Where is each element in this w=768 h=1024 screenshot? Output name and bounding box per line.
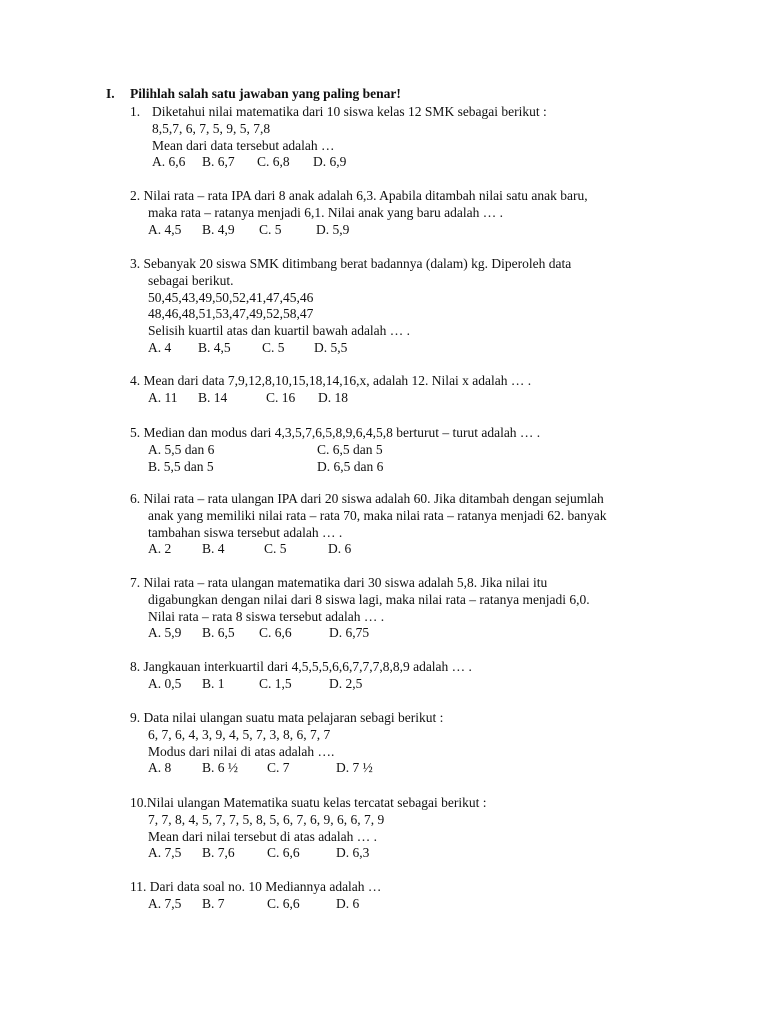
choice-b[interactable]: B. 4,5 [198,339,231,355]
choice-d[interactable]: D. 5,9 [316,221,350,237]
question-text: Diketahui nilai matematika dari 10 siswa kelas 12 SMK sebagai berikut : [152,104,547,119]
question-line: 6, 7, 6, 4, 3, 9, 4, 5, 7, 3, 8, 6, 7, 7 [148,726,331,742]
answer-choices [130,676,690,693]
choice-a[interactable]: A. 7,5 [148,845,182,861]
question-number: 9. [130,710,141,725]
choice-a[interactable]: A. 2 [148,541,172,557]
choice-b[interactable]: B. 7 [202,895,225,911]
question-text: Nilai rata – rata IPA dari 8 anak adalah 6,3. Apabila ditambah nilai satu anak baru, [143,188,588,203]
question-number: 4. [130,373,141,388]
question-10 [130,795,690,862]
choice-c[interactable]: C. 6,8 [257,154,290,170]
choice-b[interactable]: B. 4 [202,541,225,557]
answer-choices [130,625,690,642]
question-text: Nilai rata – rata ulangan IPA dari 20 siswa adalah 60. Jika ditambah dengan sejumlah [143,491,604,506]
choice-a[interactable]: A. 7,5 [148,895,182,911]
question-line: Mean dari nilai tersebut di atas adalah … . [148,828,378,844]
question-text: Sebanyak 20 siswa SMK ditimbang berat badannya (dalam) kg. Diperoleh data [143,256,572,271]
question-3 [130,256,690,357]
choice-d[interactable]: D. 6,5 dan 6 [317,458,384,474]
choice-c[interactable]: C. 6,6 [259,625,292,641]
section-heading [106,86,401,103]
question-text: Median dan modus dari 4,3,5,7,6,5,8,9,6,4,5,8 berturut – turut adalah … . [143,425,541,440]
question-text: Nilai rata – rata ulangan matematika dari 30 siswa adalah 5,8. Jika nilai itu [143,575,548,590]
choice-d[interactable]: D. 5,5 [314,339,348,355]
question-text: Data nilai ulangan suatu mata pelajaran sebagi berikut : [143,710,444,725]
question-line: digabungkan dengan nilai dari 8 siswa lagi, maka nilai rata – ratanya menjadi 6,0. [148,591,590,607]
choice-a[interactable]: A. 8 [148,760,172,776]
choice-d[interactable]: D. 6 [336,895,360,911]
question-8 [130,659,690,693]
question-text: Jangkauan interkuartil dari 4,5,5,5,6,6,7,7,7,8,8,9 adalah … . [143,659,472,674]
question-line: Selisih kuartil atas dan kuartil bawah adalah … . [148,323,411,339]
question-line: tambahan siswa tersebut adalah … . [148,524,343,540]
question-line: Nilai rata – rata 8 siswa tersebut adalah … . [148,608,385,624]
answer-choices [130,390,690,407]
choice-b[interactable]: B. 6,7 [202,154,235,170]
choice-d[interactable]: D. 6,75 [329,625,370,641]
choice-c[interactable]: C. 5 [264,541,287,557]
question-number: 11. [130,879,147,894]
choice-c[interactable]: C. 6,5 dan 5 [317,441,383,457]
question-line: 8,5,7, 6, 7, 5, 9, 5, 7,8 [152,120,271,136]
question-line: 48,46,48,51,53,47,49,52,58,47 [148,306,314,322]
choice-b[interactable]: B. 7,6 [202,845,235,861]
choice-a[interactable]: A. 4,5 [148,221,182,237]
question-number: 10. [130,795,147,810]
choice-a[interactable]: A. 5,5 dan 6 [148,441,215,457]
choice-b[interactable]: B. 14 [198,389,228,405]
choice-c[interactable]: C. 16 [266,389,296,405]
answer-choices [130,896,690,913]
question-line: 7, 7, 8, 4, 5, 7, 7, 5, 8, 5, 6, 7, 6, 9, 6, 6, 7, 9 [148,811,385,827]
question-1 [130,104,690,171]
question-line: Mean dari data tersebut adalah … [152,137,335,153]
choice-d[interactable]: D. 7 ½ [336,760,373,776]
choice-c[interactable]: C. 6,6 [267,845,300,861]
question-number: 7. [130,575,141,590]
section-numeral: I. [106,86,115,101]
question-number: 2. [130,188,141,203]
answer-choices [130,222,690,239]
question-number: 6. [130,491,141,506]
question-line: maka rata – ratanya menjadi 6,1. Nilai anak yang baru adalah … . [148,204,503,220]
question-5 [130,425,690,475]
question-line: sebagai berikut. [148,272,234,288]
choice-c[interactable]: C. 1,5 [259,675,292,691]
question-2 [130,188,690,238]
question-text: Dari data soal no. 10 Mediannya adalah … [149,879,382,894]
question-number: 5. [130,425,141,440]
answer-choices-row-1 [130,442,690,459]
answer-choices [130,845,690,862]
question-6 [130,491,690,558]
question-line: 50,45,43,49,50,52,41,47,45,46 [148,289,314,305]
question-line: anak yang memiliki nilai rata – rata 70, maka nilai rata – ratanya menjadi 62. banyak [148,507,607,523]
question-text: Nilai ulangan Matematika suatu kelas tercatat sebagai berikut : [146,795,487,810]
choice-d[interactable]: D. 6,9 [313,154,347,170]
choice-a[interactable]: A. 0,5 [148,675,182,691]
choice-a[interactable]: A. 11 [148,389,178,405]
choice-d[interactable]: D. 6,3 [336,845,370,861]
answer-choices [130,340,690,357]
answer-choices [130,154,690,171]
choice-b[interactable]: B. 6 ½ [202,760,239,776]
choice-a[interactable]: A. 4 [148,339,172,355]
question-4 [130,373,690,407]
choice-d[interactable]: D. 6 [328,541,352,557]
answer-choices-row-2 [130,459,690,476]
choice-c[interactable]: C. 5 [259,221,282,237]
question-7 [130,575,690,642]
question-9 [130,710,690,777]
choice-b[interactable]: B. 4,9 [202,221,235,237]
answer-choices [130,541,690,558]
choice-a[interactable]: A. 6,6 [152,154,186,170]
choice-c[interactable]: C. 7 [267,760,290,776]
choice-c[interactable]: C. 5 [262,339,285,355]
choice-d[interactable]: D. 2,5 [329,675,363,691]
choice-b[interactable]: B. 5,5 dan 5 [148,458,214,474]
answer-choices [130,760,690,777]
question-11 [130,879,690,913]
question-line: Modus dari nilai di atas adalah …. [148,743,335,759]
choice-d[interactable]: D. 18 [318,389,348,405]
question-text: Mean dari data 7,9,12,8,10,15,18,14,16,x, adalah 12. Nilai x adalah … . [143,373,532,388]
choice-b[interactable]: B. 1 [202,675,225,691]
section-title: Pilihlah salah satu jawaban yang paling benar! [130,86,401,101]
choice-a[interactable]: A. 5,9 [148,625,182,641]
question-number: 8. [130,659,141,674]
question-number: 3. [130,256,141,271]
choice-b[interactable]: B. 6,5 [202,625,235,641]
question-number: 1. [130,104,141,119]
choice-c[interactable]: C. 6,6 [267,895,300,911]
